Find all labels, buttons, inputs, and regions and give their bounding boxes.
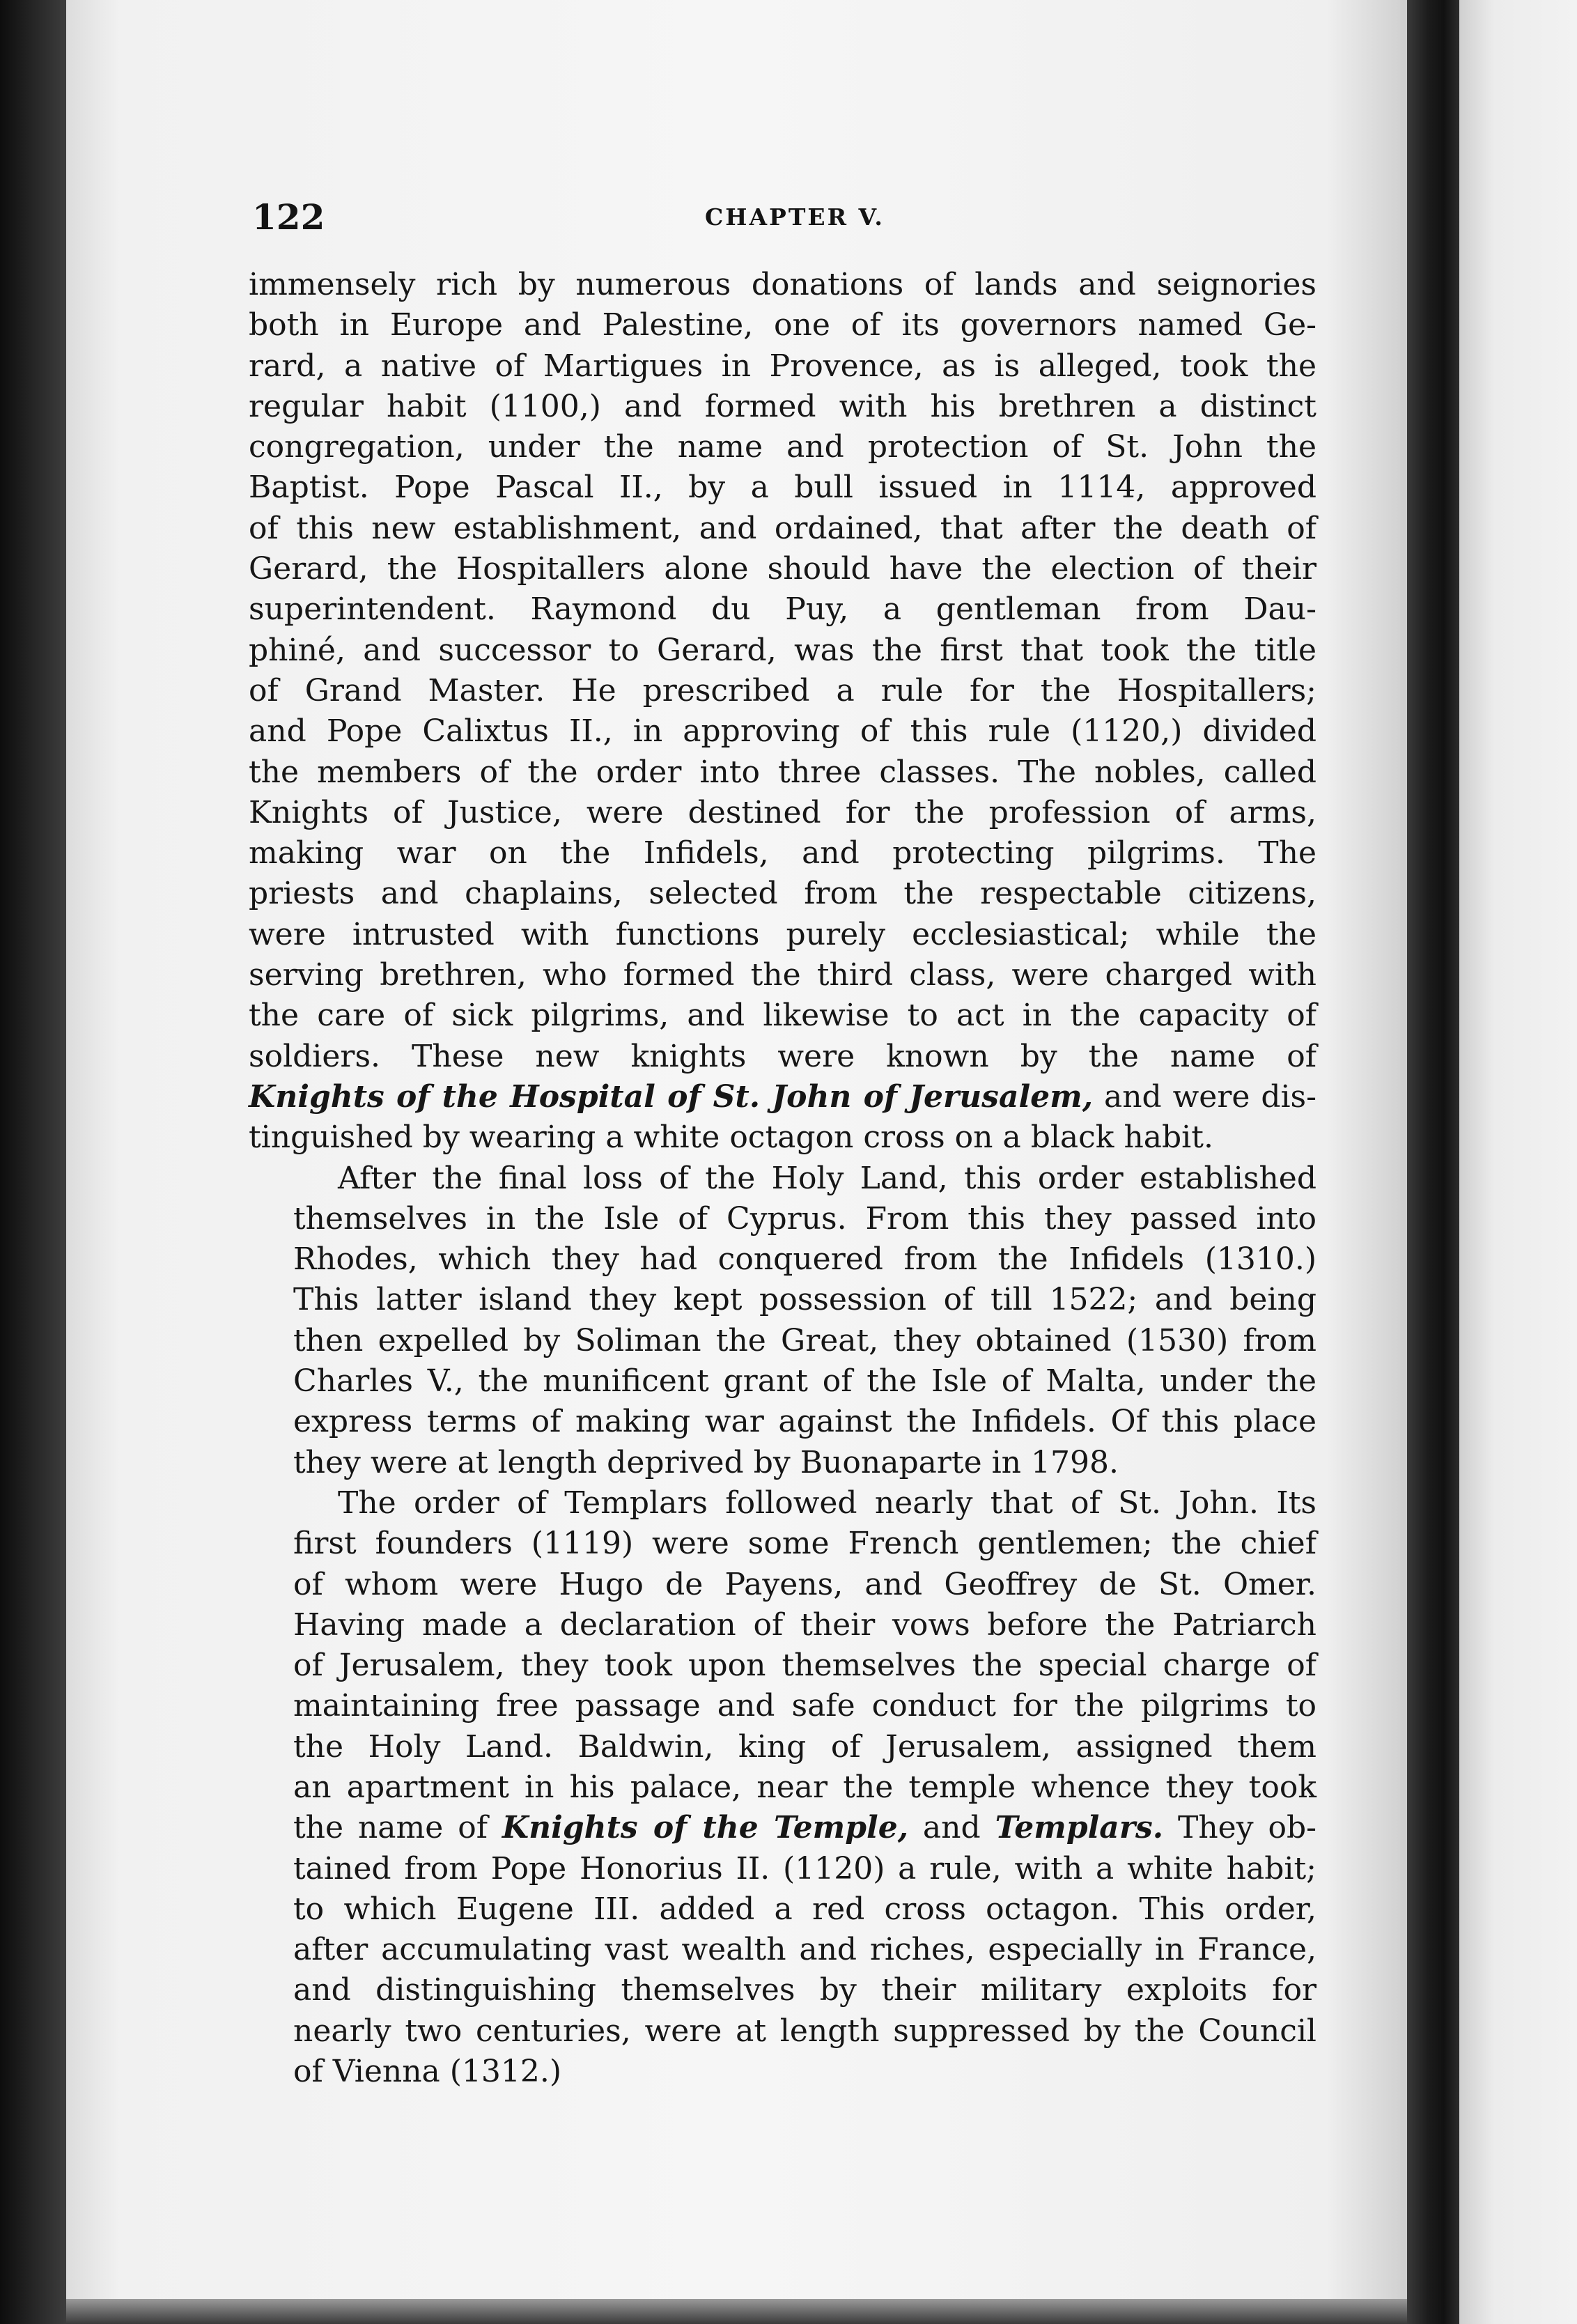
text-line: the care of sick pilgrims, and likewise to act in the capacity of — [249, 998, 1316, 1034]
text-line: Gerard, the Hospitallers alone should have the election of their — [249, 551, 1316, 587]
text-line: Having made a declaration of their vows before the Patriarch — [293, 1606, 1316, 1643]
text-line: immensely rich by numerous donations of lands and seignories — [249, 267, 1316, 302]
text-line: priests and chaplains, selected from the respectable citizens, — [249, 876, 1316, 912]
text-line: Knights of Justice, were destined for the profession of arms, — [249, 794, 1316, 830]
page-number: 122 — [252, 196, 325, 238]
text-line: the Holy Land. Baldwin, king of Jerusalem, assigned them — [293, 1728, 1316, 1765]
text-line: of this new establishment, and ordained, that after the death of — [249, 510, 1316, 546]
italic-phrase: Templars. — [995, 1810, 1164, 1846]
text-line: first founders (1119) were some French gentlemen; the chief — [293, 1526, 1316, 1562]
text-line: After the final loss of the Holy Land, this order established — [338, 1160, 1316, 1196]
text-line-italic — [249, 1077, 1316, 1117]
text-line: rard, a native of Martigues in Provence, as is alleged, took the — [249, 348, 1316, 384]
text-line: an apartment in his palace, near the temple whence they took — [293, 1769, 1316, 1805]
text-line: Charles V., the munificent grant of the Isle of Malta, under the — [293, 1363, 1316, 1400]
body-text — [249, 265, 1316, 2092]
text-line: congregation, under the name and protection of St. John the — [249, 429, 1316, 465]
text-line: The order of Templars followed nearly that of St. John. Its — [338, 1485, 1316, 1521]
text-line: nearly two centuries, were at length suppressed by the Council — [293, 2013, 1316, 2049]
text-line: serving brethren, who formed the third class, were charged with — [249, 957, 1316, 993]
italic-phrase: Knights of the Hospital of St. John of Jerusalem, — [249, 1078, 1094, 1115]
line-part: the name of — [293, 1810, 502, 1846]
text-line: the members of the order into three classes. The nobles, called — [249, 754, 1316, 790]
text-line: of Jerusalem, they took upon themselves the special charge of — [293, 1648, 1316, 1684]
text-line: themselves in the Isle of Cyprus. From this they passed into — [293, 1200, 1316, 1237]
page-header — [252, 196, 1318, 238]
text-line: then expelled by Soliman the Great, they obtained (1530) from — [293, 1322, 1316, 1358]
text-line: making war on the Infidels, and protecting pilgrims. The — [249, 835, 1316, 872]
text-line: Baptist. Pope Pascal II., by a bull issued in 1114, approved — [249, 470, 1316, 506]
text-line: both in Europe and Palestine, one of its governors named Ge- — [249, 307, 1316, 343]
text-line: soldiers. These new knights were known by the name of — [249, 1038, 1316, 1074]
page-bottom-edge — [66, 2299, 1407, 2324]
paragraph-2 — [249, 1159, 1316, 1483]
binding-shadow-left — [0, 0, 66, 2324]
text-line: express terms of making war against the Infidels. Of this place — [293, 1404, 1316, 1440]
text-line: This latter island they kept possession of till 1522; and being — [293, 1282, 1316, 1318]
text-line: to which Eugene III. added a red cross octagon. This order, — [293, 1891, 1316, 1927]
text-line: and Pope Calixtus II., in approving of this rule (1120,) divided — [249, 713, 1316, 750]
text-line: maintaining free passage and safe conduct for the pilgrims to — [293, 1688, 1316, 1724]
line-rest: and were dis- — [1093, 1078, 1317, 1115]
text-line: they were at length deprived by Buonaparte in 1798. — [293, 1444, 1119, 1480]
paragraph-3 — [249, 1483, 1316, 2092]
text-line-italic — [249, 1808, 1316, 1848]
line-part: and — [908, 1810, 995, 1846]
text-line: of Grand Master. He prescribed a rule for the Hospitallers; — [249, 672, 1316, 708]
text-line: tinguished by wearing a white octagon cross on a black habit. — [249, 1120, 1213, 1156]
running-head: CHAPTER V. — [705, 203, 885, 231]
adjacent-page-edge — [1459, 0, 1577, 2324]
text-line: tained from Pope Honorius II. (1120) a rule, with a white habit; — [293, 1850, 1316, 1887]
text-line: were intrusted with functions purely ecclesiastical; while the — [249, 916, 1316, 952]
italic-phrase: Knights of the Temple, — [502, 1810, 909, 1846]
text-line: after accumulating vast wealth and riches, especially in France, — [293, 1932, 1316, 1968]
text-line: phiné, and successor to Gerard, was the first that took the title — [249, 632, 1316, 668]
line-part: They ob- — [1163, 1810, 1317, 1846]
text-line: and distinguishing themselves by their military exploits for — [293, 1972, 1316, 2008]
text-line: of whom were Hugo de Payens, and Geoffrey de St. Omer. — [293, 1566, 1316, 1602]
text-line: superintendent. Raymond du Puy, a gentleman from Dau- — [249, 591, 1316, 628]
text-line: regular habit (1100,) and formed with his brethren a distinct — [249, 388, 1316, 424]
text-line: Rhodes, which they had conquered from the Infidels (1310.) — [293, 1241, 1316, 1278]
text-line: of Vienna (1312.) — [293, 2054, 562, 2090]
paragraph-1 — [249, 265, 1316, 1159]
gutter-shadow — [1407, 0, 1459, 2324]
